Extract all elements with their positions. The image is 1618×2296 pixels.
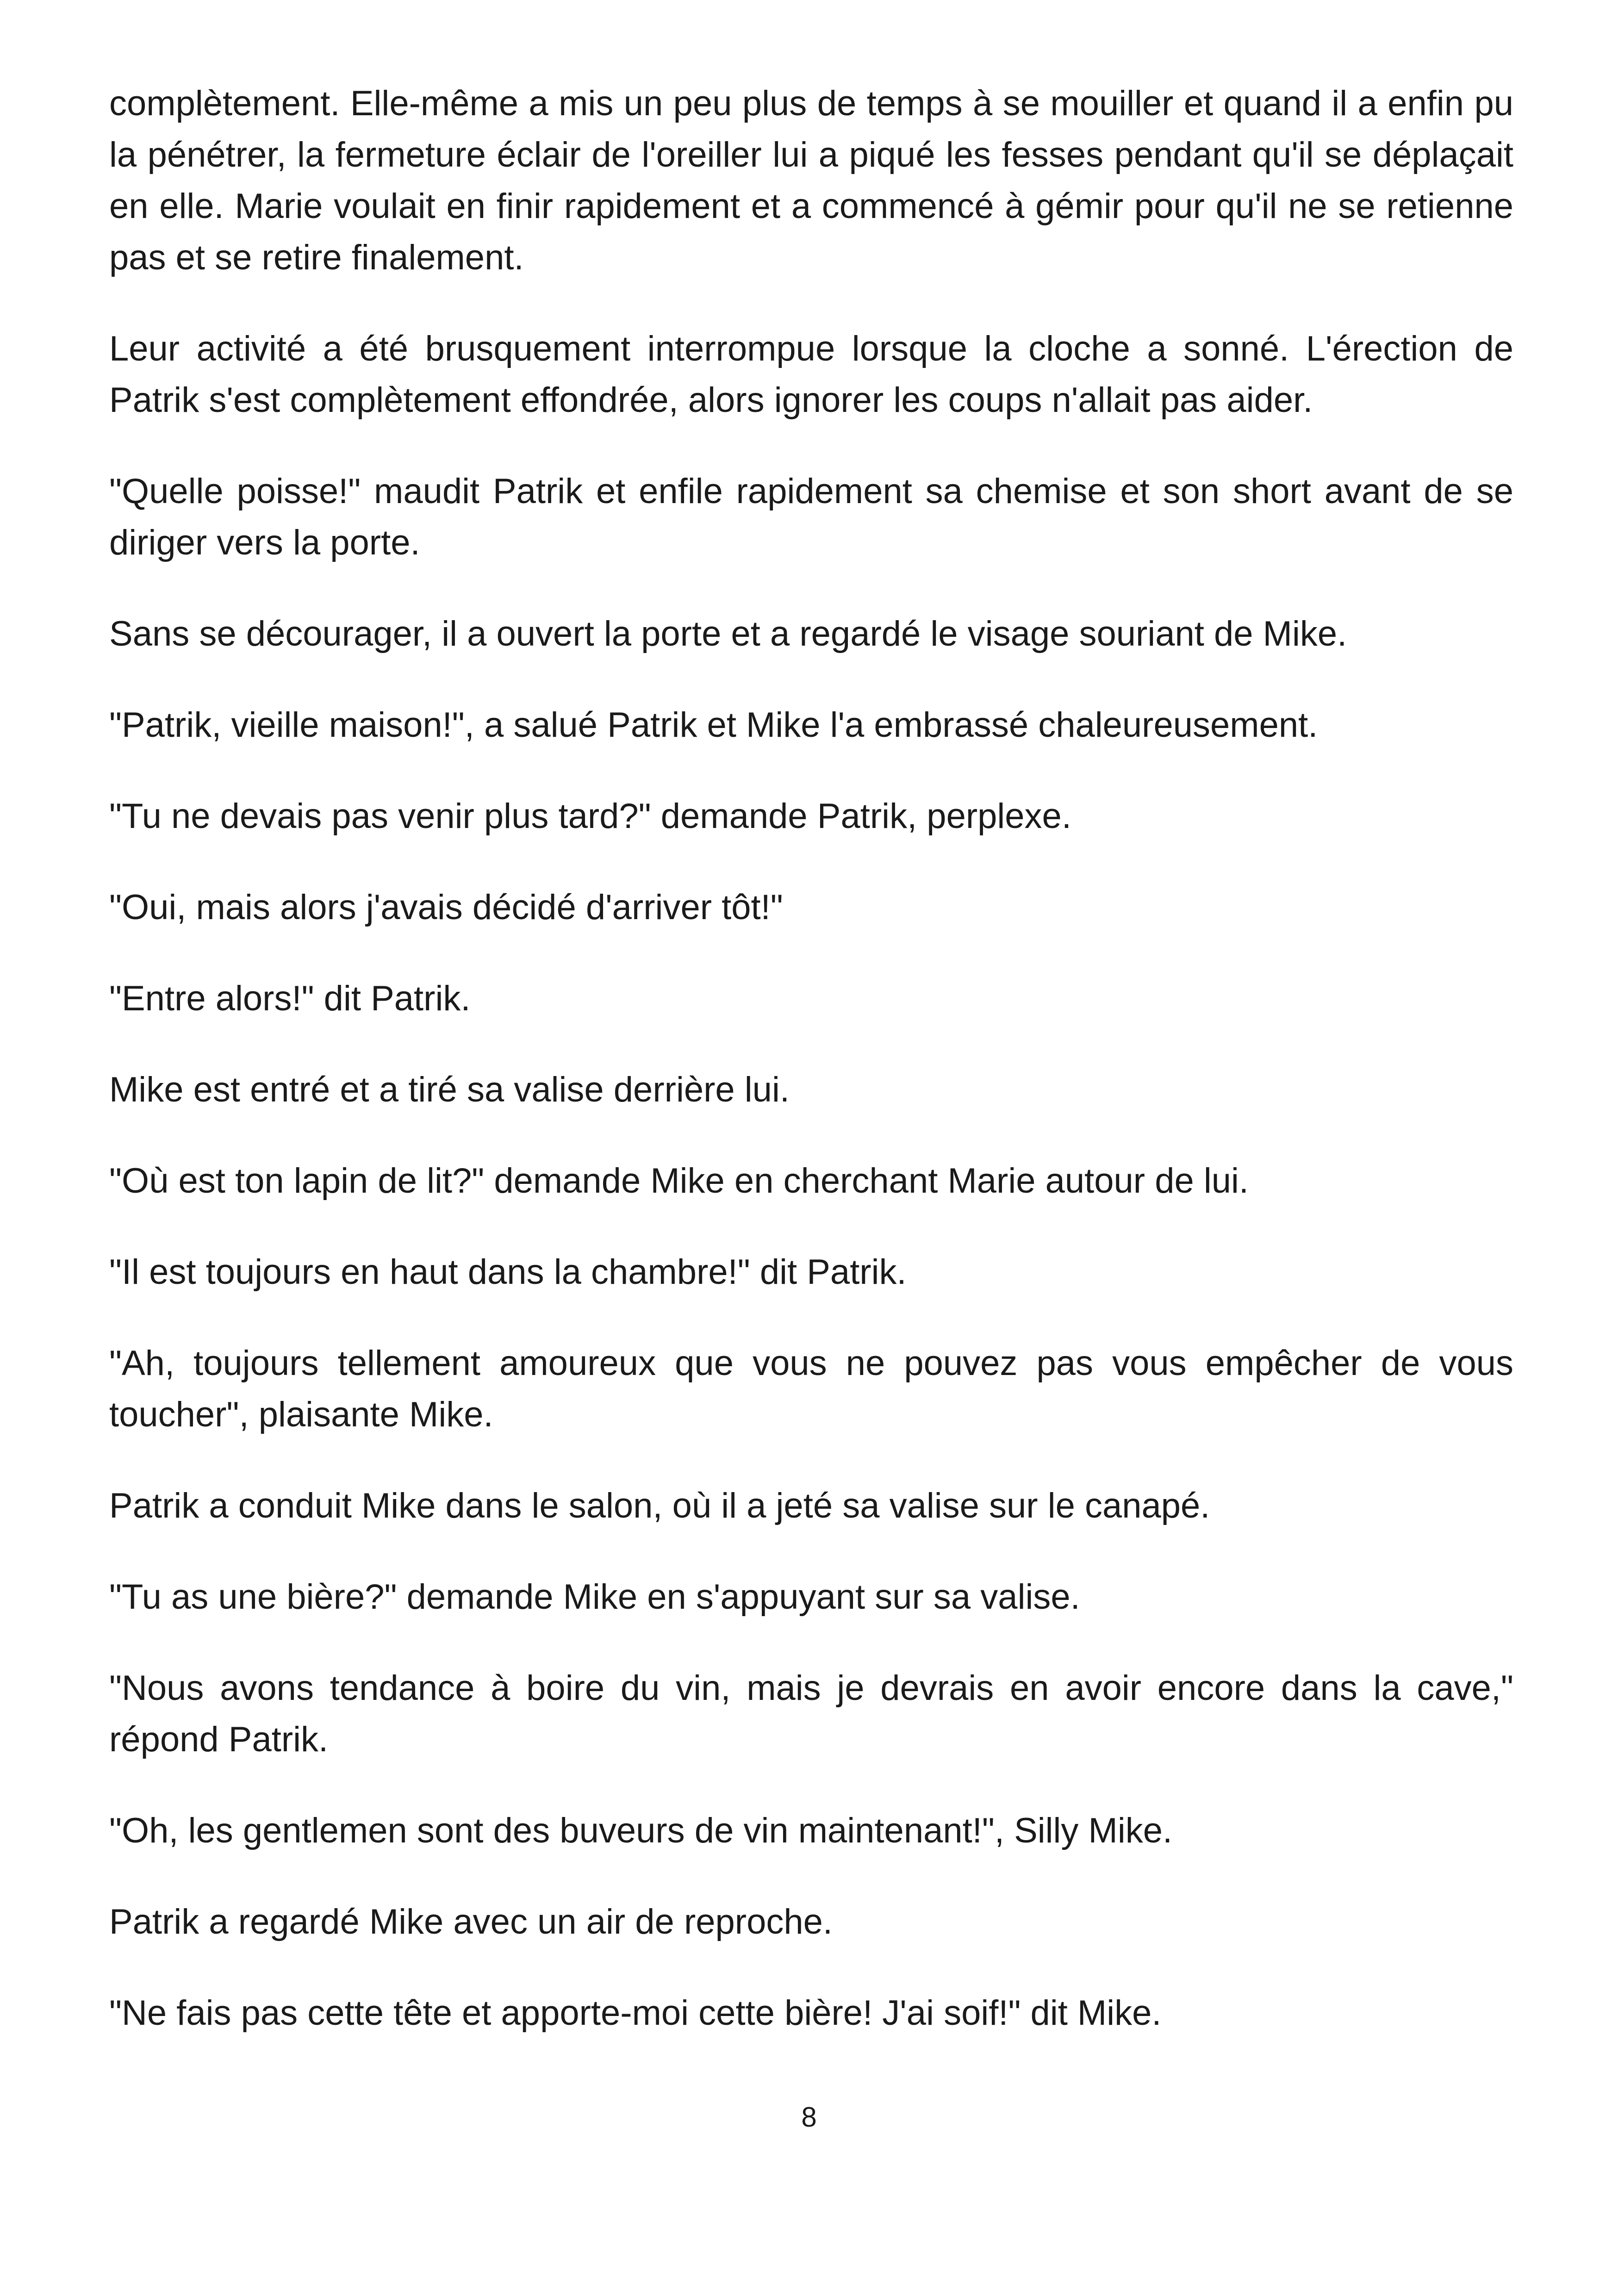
paragraph: Mike est entré et a tiré sa valise derrière lui. (109, 1070, 790, 1109)
paragraph: Patrik a regardé Mike avec un air de reproche. (109, 1902, 833, 1941)
paragraph: Patrik a conduit Mike dans le salon, où il a jeté sa valise sur le canapé. (109, 1486, 1210, 1525)
paragraph: "Entre alors!" dit Patrik. (109, 979, 471, 1018)
paragraph: "Où est ton lapin de lit?" demande Mike en cherchant Marie autour de lui. (109, 1161, 1249, 1201)
paragraph: Sans se décourager, il a ouvert la porte et a regardé le visage souriant de Mike. (109, 614, 1347, 653)
paragraph: "Il est toujours en haut dans la chambre!" dit Patrik. (109, 1252, 907, 1292)
page-number: 8 (801, 2102, 817, 2133)
paragraph: complètement. Elle-même a mis un peu plus de temps à se mouiller et quand il a enfin pu la pénétrer, la fermeture éclair de l'oreiller lui a piqué les fesses pendant qu'il se déplaçait en elle. Marie voulait en finir rapidement et a commencé à gémir pour qu'il ne se retienne pas et se retire finalement. (109, 84, 1513, 277)
paragraph: "Ne fais pas cette tête et apporte-moi cette bière! J'ai soif!" dit Mike. (109, 1993, 1162, 2033)
paragraph: "Ah, toujours tellement amoureux que vous ne pouvez pas vous empêcher de vous toucher", plaisante Mike. (109, 1344, 1513, 1434)
paragraph: "Tu as une bière?" demande Mike en s'appuyant sur sa valise. (109, 1577, 1080, 1617)
body-text (109, 78, 1513, 2039)
paragraph: "Patrik, vieille maison!", a salué Patrik et Mike l'a embrassé chaleureusement. (109, 705, 1318, 745)
paragraph: "Oui, mais alors j'avais décidé d'arriver tôt!" (109, 888, 783, 927)
paragraph: "Tu ne devais pas venir plus tard?" demande Patrik, perplexe. (109, 796, 1071, 836)
paragraph: Leur activité a été brusquement interrompue lorsque la cloche a sonné. L'érection de Patrik s'est complètement effondrée, alors ignorer les coups n'allait pas aider. (109, 329, 1513, 420)
paragraph: "Nous avons tendance à boire du vin, mais je devrais en avoir encore dans la cave," répond Patrik. (109, 1668, 1513, 1759)
paragraph: "Oh, les gentlemen sont des buveurs de vin maintenant!", Silly Mike. (109, 1811, 1173, 1850)
paragraph: "Quelle poisse!" maudit Patrik et enfile rapidement sa chemise et son short avant de se diriger vers la porte. (109, 472, 1513, 562)
